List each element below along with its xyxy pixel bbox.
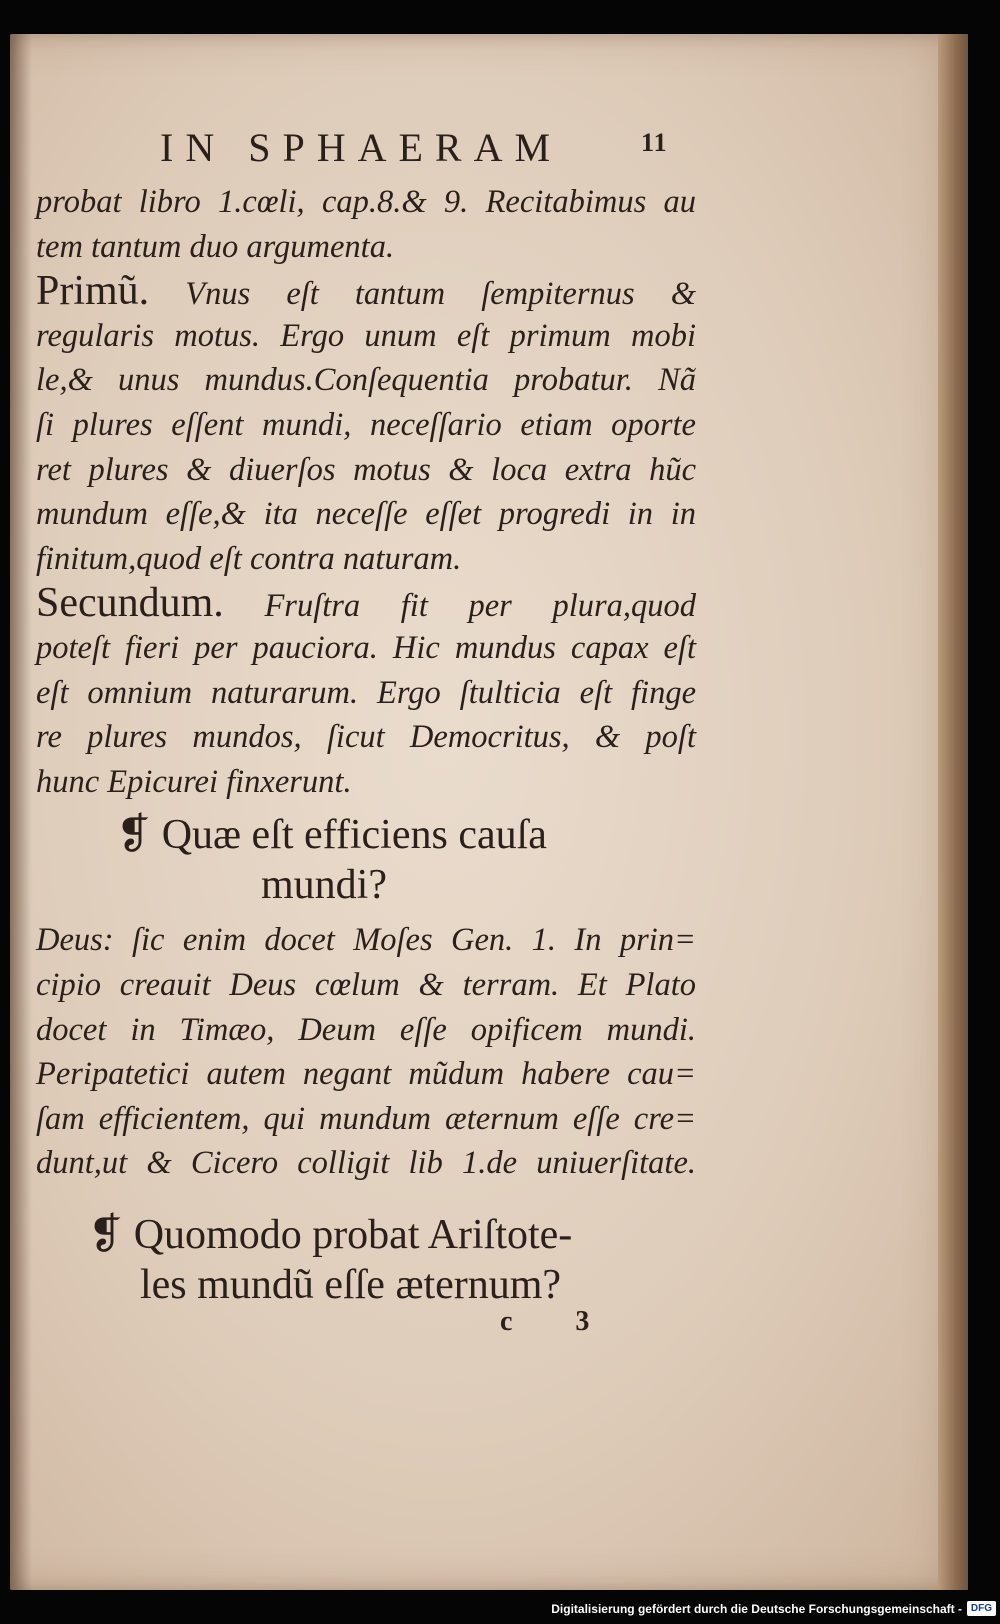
folio-number: 11 xyxy=(641,128,668,157)
question-heading: ❡ Quæ eſt efficiens cauſa xyxy=(116,812,547,859)
text-line: Peripatetici autem negant mũdum habere cau= xyxy=(36,1056,696,1093)
text-line: eſt omnium naturarum. Ergo ſtulticia eſt finge xyxy=(36,674,696,711)
text-line: cipio creauit Deus cœlum & terram. Et Plato xyxy=(36,966,696,1003)
text-line: docet in Timæo, Deum eſſe opificem mundi. xyxy=(36,1011,696,1048)
spacer xyxy=(36,910,696,918)
text-line: ſi plures eſſent mundi, neceſſario etiam oporte xyxy=(36,406,696,443)
question-heading: les mundũ eſſe æternum? xyxy=(140,1261,562,1308)
text-line: le,& unus mundus.Conſequentia probatur. Nã xyxy=(36,362,696,399)
running-head xyxy=(36,124,696,180)
text-line xyxy=(36,269,696,314)
page-edge xyxy=(938,34,968,1590)
text-line: tem tantum duo argumenta. xyxy=(36,228,395,265)
text-line: finitum,quod eſt contra naturam. xyxy=(36,540,462,577)
text-span: Vnus eſt tantum ſempiternus & xyxy=(149,276,696,313)
text-line: probat libro 1.cœli, cap.8.& 9. Recitabimus au xyxy=(36,184,696,220)
paragraph-lead: Secundum. xyxy=(36,580,224,627)
text-line: mundum eſſe,& ita neceſſe eſſet progredi in in xyxy=(36,496,696,533)
text-line: dunt,ut & Cicero colligit lib 1.de uniuerſitate. xyxy=(36,1145,696,1182)
digitization-credit: Digitalisierung gefördert durch die Deutsche Forschungsgemeinschaft - xyxy=(551,1602,962,1616)
spine-shadow xyxy=(10,34,32,1590)
text-line: ſam efficientem, qui mundum æternum eſſe cre= xyxy=(36,1100,696,1137)
text-line: re plures mundos, ſicut Democritus, & poſt xyxy=(36,719,696,756)
text-line: hunc Epicurei finxerunt. xyxy=(36,763,352,800)
text-line xyxy=(36,581,696,626)
question-heading: ❡ Quomodo probat Ariſtote- xyxy=(88,1211,573,1258)
text-line: regularis motus. Ergo unum eſt primum mobi xyxy=(36,317,696,354)
text-block xyxy=(36,124,696,1310)
text-line: ret plures & diuerſos motus & loca extra hũc xyxy=(36,451,696,488)
running-title: IN SPHAERAM xyxy=(160,125,563,170)
dfg-logo: DFG xyxy=(967,1601,996,1616)
question-heading: mundi? xyxy=(261,862,387,909)
signature-mark: c 3 xyxy=(500,1306,618,1337)
paragraph-lead: Primũ. xyxy=(36,268,150,315)
text-span: Fruſtra fit per plura,quod xyxy=(223,588,696,625)
text-line: poteſt fieri per pauciora. Hic mundus capax eſt xyxy=(36,629,696,666)
book-page xyxy=(10,34,968,1590)
text-line: Deus: ſic enim docet Moſes Gen. 1. In prin= xyxy=(36,922,696,959)
